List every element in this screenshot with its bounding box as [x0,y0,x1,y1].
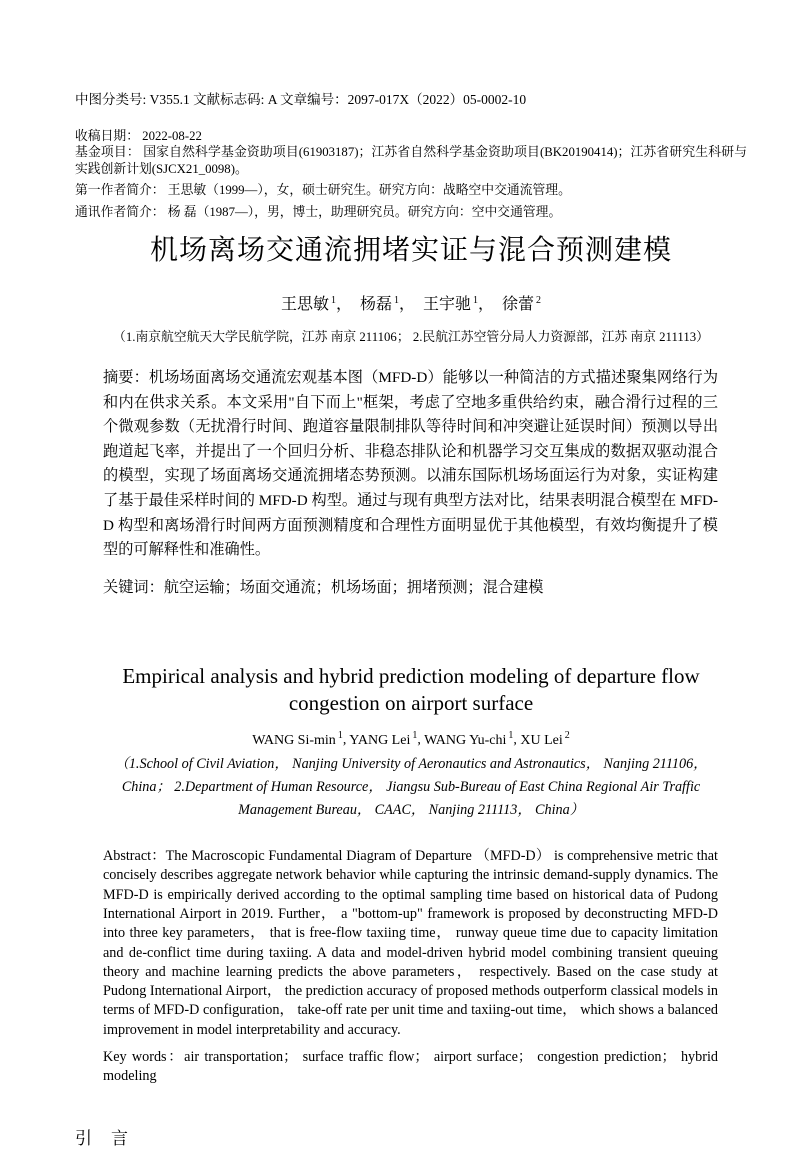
chinese-author [502,296,541,313]
chinese-author [281,296,336,313]
author-affiliation-mark: 1 [508,730,514,742]
introduction-heading: 引 言 [75,1128,129,1148]
chinese-keywords [103,576,718,601]
author-name: WANG Si-min [252,733,336,749]
abstract-label: Abstract： [103,848,166,865]
chinese-affiliation: （1.南京航空航天大学民航学院，江苏 南京 211106； 2.民航江苏空管分局人力资源部，江苏 南京 211113） [113,330,709,345]
author-name: 王宇驰 [423,296,472,314]
author-separator: ， [478,296,495,314]
author-separator: , [342,733,350,749]
abstract-label: 摘要： [103,369,149,387]
author-separator: ， [335,296,352,314]
funding-note: 基金项目： 国家自然科学基金资助项目(61903187)；江苏省自然科学基金资助项目(BK20190414)；江苏省研究生科研与实践创新计划(SJCX21_0098)。 [75,145,747,176]
keywords-text: air transportation； surface traffic flow； airport surface； congestion prediction； hybrid modeling [103,1049,718,1085]
author-affiliation-mark: 1 [393,294,399,306]
abstract-text: 机场场面离场交通流宏观基本图（MFD-D）能够以一种简洁的方式描述聚集网络行为和内在供求关系。本文采用"自下而上"框架，考虑了空地多重供给约束，融合滑行过程的三个微观参数（无扰滑行时间、跑道容量限制排队等待时间和冲突避让延误时间）预测以导出跑道起飞率，并提出了一个回归分析、非稳态排队论和机器学习交互集成的数据双驱动混合的模型，实现了场面离场交通流拥堵态势预测。以浦东国际机场场面运行为对象，实证构建了基于最佳采样时间的 MFD-D 构型。通过与现有典型方法对比，结果表明混合模型在 MFD-D 构型和离场滑行时间两方面预测精度和合理性方面明显优于其他模型，有效均衡提升了模型的可解释性和准确性。 [103,369,719,559]
english-author [520,730,570,749]
english-title: Empirical analysis and hybrid prediction modeling of departure flow congestion on airport surface [122,664,700,716]
corresponding-author-bio-note: 通讯作者简介： 杨 磊（1987—），男，博士，助理研究员。研究方向：空中交通管理。 [75,204,562,219]
author-name: 徐蕾 [502,296,535,314]
keywords-text: 航空运输；场面交通流；机场场面；拥堵预测；混合建模 [163,578,544,596]
english-keywords [103,1048,718,1087]
author-name: XU Lei [520,733,563,749]
classification-line: 中图分类号: V355.1 文献标志码: A 文章编号：2097-017X（2022）05-0002-10 [75,92,527,107]
chinese-author-line [75,291,747,314]
author-name: YANG Lei [349,733,411,749]
english-affiliation: （1.School of Civil Aviation， Nanjing University of Aeronautics and Astronautics， Nanjing 211106， China； 2.Department of Human Resource， Jiangsu Sub-Bureau of East China Regional Air Traffic Management Bureau， CAAC， Nanjing 211113， China） [114,756,708,819]
author-affiliation-mark: 1 [337,730,343,742]
author-affiliation-mark: 1 [330,294,336,306]
author-affiliation-mark: 2 [564,730,570,742]
author-name: 杨磊 [359,296,392,314]
keywords-label: Key words： [103,1049,185,1065]
article-notes [75,128,747,220]
author-name: WANG Yu-chi [424,733,507,749]
english-abstract [103,847,718,1040]
chinese-abstract [103,366,718,563]
keywords-label: 关键词： [103,578,164,596]
abstract-text: The Macroscopic Fundamental Diagram of Departure （MFD-D） is comprehensive metric that concisely describes aggregate network behavior while capturing the intrinsic demand-supply dynamics. The MFD-D is empirically derived according to the optimal sampling time based on historical data of Pudong International Airport in 2019. Further， a "bottom-up" framework is proposed by deconstructing MFD-D into three key parameters， that is free-flow taxiing time， runway queue time due to capacity limitation and de-conflict time during taxiing. A data and model-driven hybrid model combining transient queuing theory and machine learning predicts the above parameters， respectively. Based on the case study at Pudong International Airport， the prediction accuracy of proposed methods outperform classical models in terms of MFD-D configuration， take-off rate per unit time and taxiing-out time， which shows a balanced improvement in model interpretability and accuracy. [103,848,718,1038]
english-author [424,730,514,749]
author-name: 王思敏 [280,296,329,314]
author-affiliation-mark: 1 [412,730,418,742]
chinese-author [360,296,399,313]
english-author [349,730,418,749]
author-affiliation-mark: 1 [473,294,479,306]
author-separator: , [417,733,425,749]
english-author [252,730,343,749]
author-affiliation-mark: 2 [536,294,542,306]
english-author-line [75,730,747,749]
chinese-title: 机场离场交通流拥堵实证与混合预测建模 [149,235,672,267]
received-date-note: 收稿日期： 2022-08-22 [75,129,202,143]
author-separator: ， [398,296,415,314]
author-separator: , [513,733,521,749]
chinese-author [423,296,478,313]
first-author-bio-note: 第一作者简介： 王思敏（1999—），女，硕士研究生。研究方向：战略空中交通流管理。 [75,183,571,198]
